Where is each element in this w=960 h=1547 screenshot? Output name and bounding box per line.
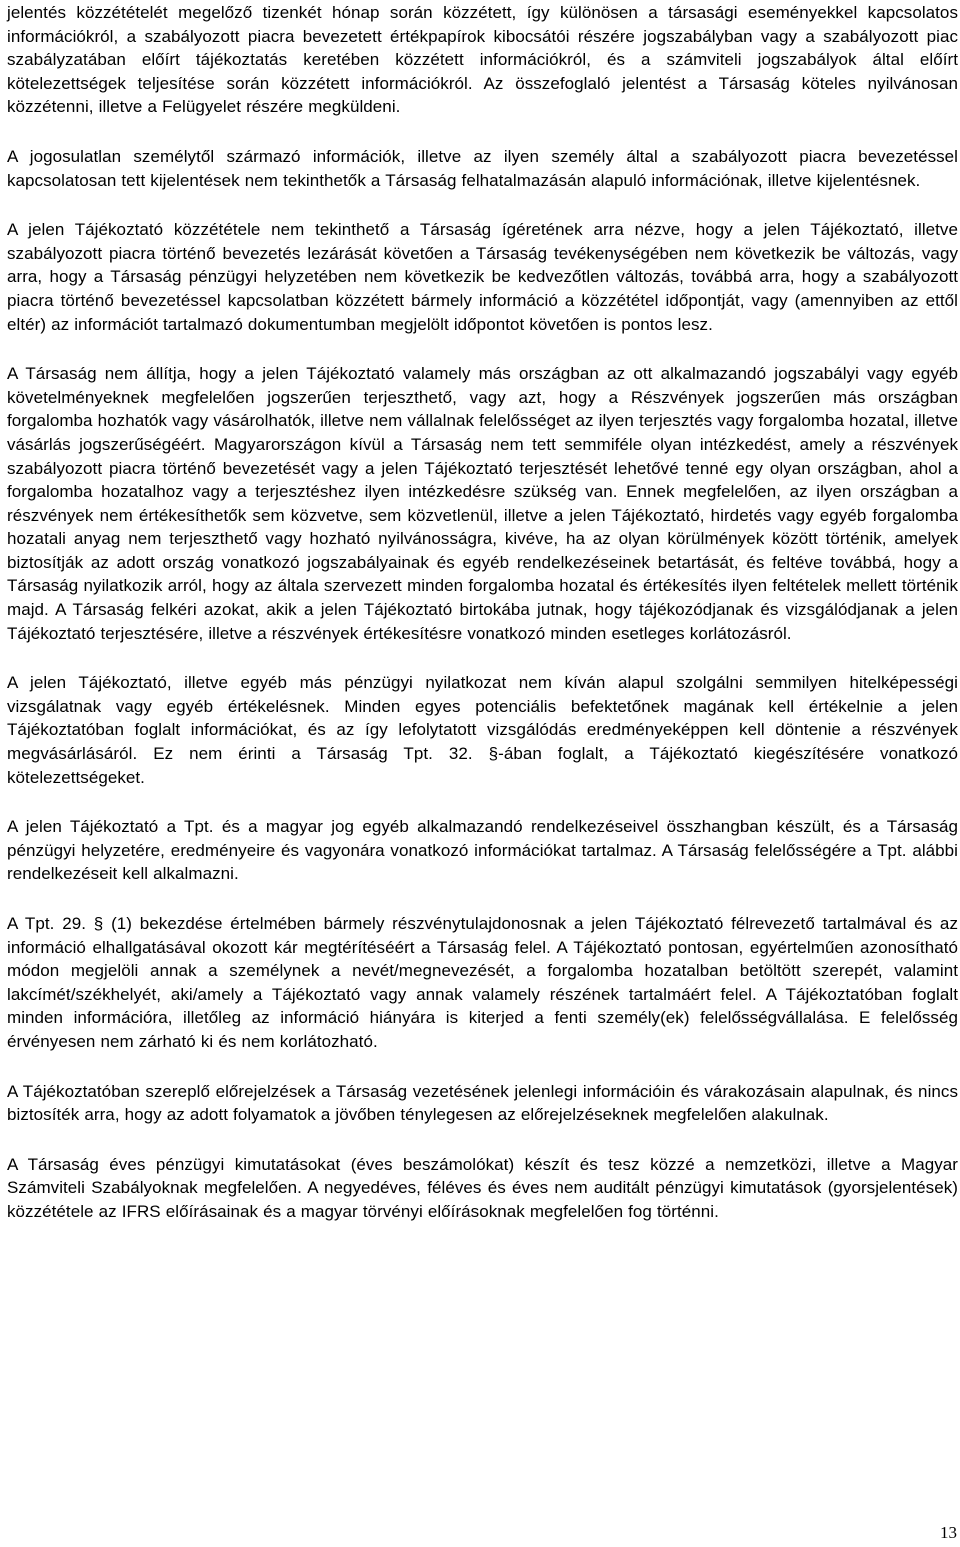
paragraph-forecasts: A Tájékoztatóban szereplő előrejelzések a Társaság vezetésének jelenlegi információin és várakozásain alapulnak, és nincs biztosíték arra, hogy az adott folyamatok a jövőben ténylegesen az előrejelzéseknek megfelelően alakulnak. [7,1081,958,1125]
paragraph-financial-statements: A Társaság éves pénzügyi kimutatásokat (éves beszámolókat) készít és tesz közzé a nemzetközi, illetve a Magyar Számviteli Szabályoknak megfelelően. A negyedéves, féléves és éves nem auditált pénzügyi kimutatások (gyorsjelentések) közzététele az IFRS előírásainak és a magyar törvényi előírásoknak megfelelően fog történni. [7,1154,958,1221]
paragraph-credit-assessment: A jelen Tájékoztató, illetve egyéb más pénzügyi nyilatkozat nem kíván alapul szolgálni semmilyen hitelképességi vizsgálatnak vagy egyéb értékelésnek. Minden egyes potenciális befektetőnek magának kell értékelnie a jelen Tájékoztatóban foglalt információkat, és az így lefolytatott vizsgálódás eredményeképpen kell döntenie a részvények megvásárlásáról. Ez nem érinti a Társaság Tpt. 32. §-ában foglalt, a Tájékoztató kiegészítésére vonatkozó kötelezettségeket. [7,673,958,787]
paragraph-tpt-29: A Tpt. 29. § (1) bekezdése értelmében bármely részvénytulajdonosnak a jelen Tájékoztató félrevezető tartalmával és az információ elhallgatásával okozott kár megtérítéséért a Társaság felel. A Tájékoztató pontosan, egyértelműen azonosítható módon megjelöli annak a személynek a nevét/megnevezését, a forgalomba hozatalban betöltött szerepét, valamint lakcímét/székhelyét, aki/amely a Tájékoztató vagy annak valamely részének tartalmáért felel. A Tájékoztatóban foglalt minden információra, illetőleg az információ hiányára is kiterjed a fenti személy(ek) felelősségvállalása. E felelősség érvényesen nem zárható ki és nem korlátozható. [7,914,958,1051]
paragraph-summary-report: jelentés közzétételét megelőző tizenkét hónap során közzétett, így különösen a társasági eseményekkel kapcsolatos információkról, a szabályozott piacra bevezetett értékpapírok kibocsátói részére jogszabályban vagy a szabályozott piac szabályzatában előírt tájékoztatás keretében közzétett információkról, és a számviteli jogszabályok által előírt kötelezettségek teljesítése során közzétett információkról. Az összefoglaló jelentést a Társaság köteles nyilvánosan közzétenni, illetve a Felügyelet részére megküldeni. [7,3,958,117]
document-page [7,0,958,1250]
paragraph-other-countries: A Társaság nem állítja, hogy a jelen Tájékoztató valamely más országban az ott alkalmazandó jogszabályi vagy egyéb követelményeknek megfelelően jogszerűen terjeszthető, vagy azt, hogy a Részvények jogszerűen más országban forgalomba hozhatók vagy vásárolhatók, illetve nem vállalnak felelősséget az ilyen terjesztés vagy forgalomba hozatal, illetve vásárlás jogszerűségéért. Magyarországon kívül a Társaság nem tett semmiféle olyan intézkedést, amely a részvények szabályozott piacra történő bevezetését vagy a jelen Tájékoztató terjesztését lehetővé tenné egy olyan országban, ahol a forgalomba hozatalhoz vagy a terjesztéshez ilyen intézkedésre szükség van. Ennek megfelelően, az ilyen országban a részvények nem értékesíthetők sem közvetve, sem közvetlenül, illetve a jelen Tájékoztató, hirdetés vagy egyéb forgalomba hozatali anyag nem terjeszthető vagy hozható nyilvánosságra, kivéve, ha az olyan körülmények között történik, amelyek biztosítják az adott ország vonatkozó jogszabályainak és egyéb rendelkezéseinek betartását, és feltéve továbbá, hogy a Társaság nyilatkozik arról, hogy az általa szervezett minden forgalomba hozatal és értékesítés ilyen feltételek mellett történik majd. A Társaság felkéri azokat, akik a jelen Tájékoztató birtokába jutnak, hogy tájékozódjanak és vizsgálódjanak a jelen Tájékoztató terjesztésére, illetve a részvények értékesítésre vonatkozó minden esetleges korlátozásról. [7,364,958,643]
paragraph-hungarian-law: A jelen Tájékoztató a Tpt. és a magyar jog egyéb alkalmazandó rendelkezéseivel összhangban készült, és a Társaság pénzügyi helyzetére, eredményeire és vagyonára vonatkozó információkat tartalmaz. A Társaság felelősségére a Tpt. alábbi rendelkezéseit kell alkalmazni. [7,817,958,884]
paragraph-no-promise: A jelen Tájékoztató közzététele nem tekinthető a Társaság ígéretének arra nézve, hogy a jelen Tájékoztató, illetve szabályozott piacra történő bevezetés lezárását követően a Társaság tevékenységében nem következik be változás, vagy arra, hogy a Társaság pénzügyi helyzetében nem következik be kedvezőtlen változás, továbbá arra, hogy a szabályozott piacra történő bevezetéssel kapcsolatban közzétett bármely információ a közzététel időpontját, vagy (amennyiben az ettől eltér) az információt tartalmazó dokumentumban megjelölt időpontot követően is pontos lesz. [7,220,958,334]
page-number: 13 [940,1523,957,1542]
paragraph-unauthorized-information: A jogosulatlan személytől származó információk, illetve az ilyen személy által a szabályozott piacra bevezetéssel kapcsolatosan tett kijelentések nem tekinthetők a Társaság felhatalmazásán alapuló információnak, illetve kijelentésnek. [7,146,958,190]
